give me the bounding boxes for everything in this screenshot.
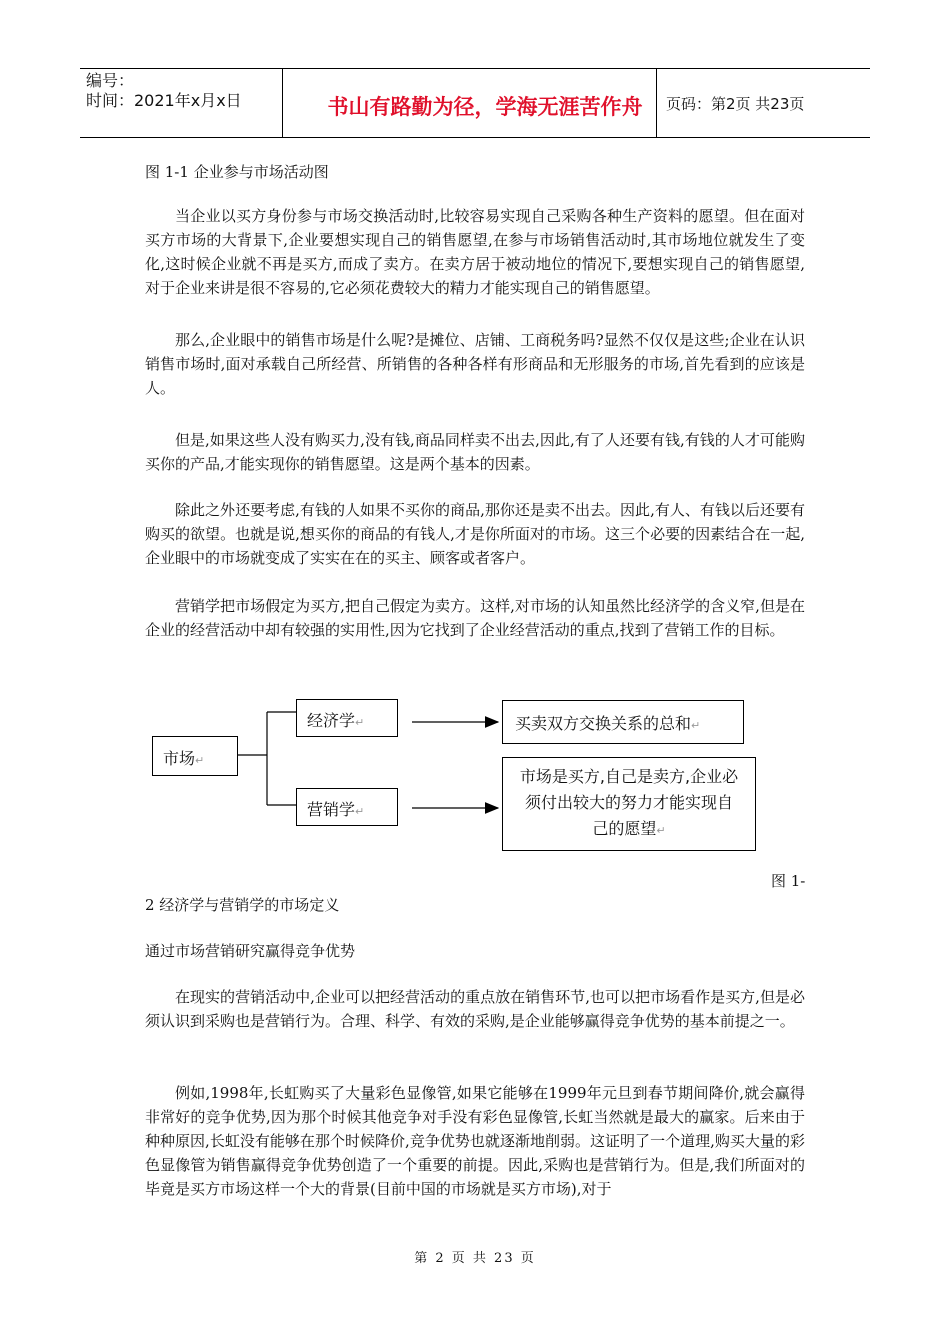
return-mark: ↵: [355, 716, 365, 729]
market-label: 市场: [163, 749, 196, 768]
paragraph: 例如,1998年,长虹购买了大量彩色显像管,如果它能够在1999年元旦到春节期间降价,就会赢得非常好的竞争优势,因为那个时候其他竞争对手没有彩色显像管,长虹当然就是最大的赢家。后来由于种种原因,长虹没有能够在那个时候降价,竞争优势也就逐渐地削弱。这证明了一个道理,购买大量的彩色显像管为销售赢得竞争优势创造了一个重要的前提。因此,采购也是营销行为。但是,我们所面对的毕竟是买方市场这样一个大的背景(目前中国的市场就是买方市场),对于: [145, 1084, 805, 1198]
section-heading: 通过市场营销研究赢得竞争优势: [145, 942, 356, 960]
marketing-label: 营销学: [307, 800, 356, 819]
marketing-definition-node: [502, 757, 756, 851]
figure-caption-part: 2 经济学与营销学的市场定义: [145, 896, 340, 914]
return-mark: ↵: [355, 805, 365, 818]
paragraph: 那么,企业眼中的销售市场是什么呢?是摊位、店铺、工商税务吗?显然不仅仅是这些;企业在认识销售市场时,面对承载自己所经营、所销售的各种各样有形商品和无形服务的市场,首先看到的应该是人。: [145, 331, 805, 397]
return-mark: ↵: [691, 719, 701, 732]
return-mark: ↵: [656, 824, 666, 837]
page-info: 页码：第2页 共23页: [666, 95, 805, 113]
paragraph: 当企业以买方身份参与市场交换活动时,比较容易实现自己采购各种生产资料的愿望。但在面对买方市场的大背景下,企业要想实现自己的销售愿望,在参与市场销售活动时,其市场地位就发生了变化,这时候企业就不再是买方,而成了卖方。在卖方居于被动地位的情况下,要想实现自己的销售愿望,对于企业来讲是很不容易的,它必须花费较大的精力才能实现自己的销售愿望。: [145, 207, 805, 297]
figure-caption: 图 1-1 企业参与市场活动图: [145, 163, 329, 181]
figure-caption-part: 图 1-: [771, 872, 806, 890]
market-node: [152, 736, 238, 776]
time-label: 时间：2021年x月x日: [86, 91, 242, 110]
marketing-definition-line: 市场是买方,自己是卖方,企业必: [519, 767, 739, 786]
economics-label: 经济学: [307, 711, 356, 730]
marketing-node: [296, 788, 398, 826]
paragraph: 营销学把市场假定为买方,把自己假定为卖方。这样,对市场的认知虽然比经济学的含义窄,但是在企业的经营活动中却有较强的实用性,因为它找到了企业经营活动的重点,找到了营销工作的目标。: [145, 597, 805, 639]
paragraph: 但是,如果这些人没有购买力,没有钱,商品同样卖不出去,因此,有了人还要有钱,有钱的人才可能购买你的产品,才能实现你的销售愿望。这是两个基本的因素。: [145, 431, 805, 473]
paragraph: 除此之外还要考虑,有钱的人如果不买你的商品,那你还是卖不出去。因此,有人、有钱以后还要有购买的欲望。也就是说,想买你的商品的有钱人,才是你所面对的市场。这三个必要的因素结合在一起,企业眼中的市场就变成了实实在在的买主、顾客或者客户。: [145, 501, 805, 567]
economics-definition-node: [502, 700, 744, 744]
return-mark: ↵: [195, 754, 205, 767]
header-motto: 书山有路勤为径，学海无涯苦作舟: [327, 95, 643, 119]
serial-label: 编号：: [86, 71, 135, 90]
page-footer: 第 2 页 共 23 页: [414, 1251, 536, 1266]
marketing-definition-line: 须付出较大的努力才能实现自: [524, 793, 733, 812]
economics-definition: 买卖双方交换关系的总和: [515, 714, 692, 733]
paragraph: 在现实的营销活动中,企业可以把经营活动的重点放在销售环节,也可以把市场看作是买方,但是必须认识到采购也是营销行为。合理、科学、有效的采购,是企业能够赢得竞争优势的基本前提之一。: [145, 988, 805, 1030]
marketing-definition-line: 己的愿望: [592, 819, 657, 838]
economics-node: [296, 699, 398, 737]
